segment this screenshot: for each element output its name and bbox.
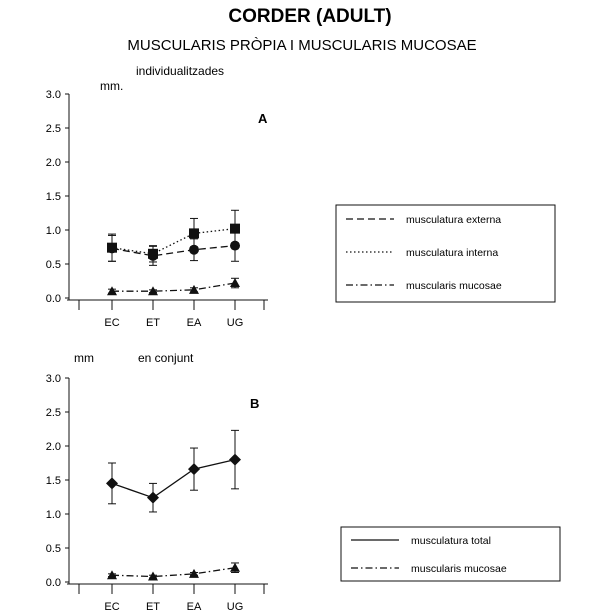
y-tick-label: 0.0: [45, 577, 61, 589]
panel-letter: B: [250, 396, 260, 411]
data-point: [107, 243, 117, 253]
y-tick-label: 3.0: [45, 373, 61, 385]
y-tick-label: 1.0: [45, 225, 61, 237]
series-line-1: [112, 246, 235, 256]
legend-entry: muscularis mucosae: [406, 280, 502, 292]
data-point: [147, 492, 159, 504]
y-tick-label: 1.5: [45, 475, 61, 487]
x-tick-label: EA: [186, 317, 202, 329]
y-tick-label: 2.5: [45, 407, 61, 419]
data-point: [106, 477, 118, 489]
series-line-1: [112, 460, 235, 498]
data-point: [148, 249, 158, 259]
panel-title: en conjunt: [138, 351, 194, 365]
y-tick-label: 1.5: [45, 191, 61, 203]
y-tick-label: 1.0: [45, 509, 61, 521]
x-tick-label: EC: [104, 317, 120, 329]
x-tick-label: EA: [186, 601, 202, 613]
data-point: [230, 224, 240, 234]
x-tick-label: ET: [145, 317, 161, 329]
y-tick-label: 0.5: [45, 543, 61, 555]
series-line-2: [112, 229, 235, 254]
y-tick-label: 2.0: [45, 441, 61, 453]
x-tick-label: UG: [226, 317, 244, 329]
data-point: [188, 463, 200, 475]
y-tick-label: 0.0: [45, 293, 61, 305]
y-axis-label: mm.: [100, 79, 124, 93]
panel-title: individualitzades: [136, 64, 225, 78]
x-tick-label: ET: [145, 601, 161, 613]
y-tick-label: 0.5: [45, 259, 61, 271]
y-axis-label: mm: [74, 351, 94, 365]
data-point: [189, 569, 199, 578]
chart-panel-a: [46, 64, 555, 329]
y-tick-label: 2.0: [45, 157, 61, 169]
legend-entry: musculatura externa: [406, 214, 502, 226]
y-tick-label: 3.0: [45, 89, 61, 101]
series-line-3: [112, 283, 235, 291]
y-tick-label: 2.5: [45, 123, 61, 135]
data-point: [230, 563, 240, 572]
legend-entry: musculatura interna: [406, 247, 499, 259]
data-point: [229, 454, 241, 466]
legend-entry: muscularis mucosae: [411, 563, 507, 575]
chart-panel-b: [46, 351, 560, 613]
figure-subtitle: MUSCULARIS PRÒPIA I MUSCULARIS MUCOSAE: [127, 37, 477, 54]
x-tick-label: UG: [226, 601, 244, 613]
panel-letter: A: [258, 111, 268, 126]
data-point: [189, 228, 199, 238]
x-tick-label: EC: [104, 601, 120, 613]
series-line-2: [112, 568, 235, 577]
data-point: [230, 278, 240, 287]
legend-entry: musculatura total: [411, 535, 491, 547]
figure-title: CORDER (ADULT): [228, 6, 392, 27]
